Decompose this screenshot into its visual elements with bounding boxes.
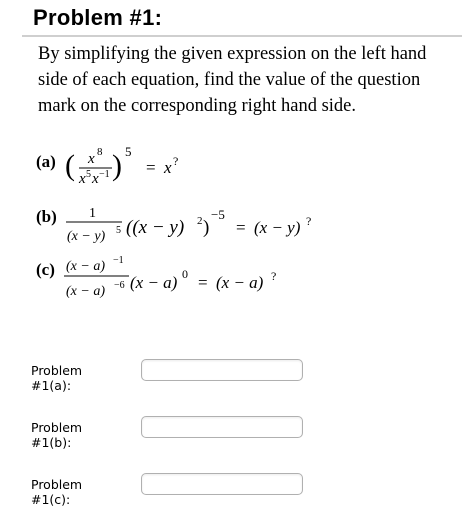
equation-c [36, 255, 276, 299]
numerator-a: x [88, 151, 95, 167]
denom-exp1-a: 5 [86, 169, 91, 180]
part-label-b: (b) [36, 207, 57, 226]
answer-input-b[interactable] [141, 416, 303, 438]
answer-input-a[interactable] [141, 359, 303, 381]
numerator-exp-a: 8 [97, 146, 103, 158]
middle-b: ((x − y) [126, 217, 185, 238]
denominator-exp-b: 5 [116, 225, 121, 236]
numerator-b: 1 [89, 206, 96, 221]
answer-label-a: Problem #1(a): [31, 363, 83, 393]
rhs-base-c: (x − a) [216, 273, 264, 292]
title-divider [22, 35, 462, 37]
equation-a [36, 144, 178, 187]
equals-a: = [146, 158, 156, 177]
answer-label-b: Problem #1(b): [31, 420, 83, 450]
problem-title: Problem #1: [33, 5, 163, 30]
middle-c: (x − a) [130, 273, 178, 292]
denom-exp2-a: −1 [99, 169, 110, 180]
middle-inner-exp-b: 2 [197, 215, 203, 227]
instruction-line: By simplifying the given expression on the left hand [38, 44, 427, 64]
numerator-exp-c: −1 [113, 255, 124, 266]
part-label-c: (c) [36, 260, 55, 279]
part-label-a: (a) [36, 152, 56, 171]
rhs-base-a: x [164, 158, 172, 177]
middle-exp-c: 0 [182, 267, 188, 281]
instruction-line: mark on the corresponding right hand side. [38, 96, 357, 116]
answer-input-c[interactable] [141, 473, 303, 495]
denom-base1-a: x [79, 171, 86, 187]
instruction-line: side of each equation, find the value of the question [38, 70, 421, 90]
rhs-exp-a: ? [173, 154, 179, 168]
denominator-exp-c: −6 [114, 280, 125, 291]
rhs-base-b: (x − y) [254, 218, 301, 237]
outer-exp-a: 5 [125, 144, 132, 159]
denom-base2-a: x [92, 171, 99, 187]
instructions [38, 41, 458, 119]
close-paren-a: ) [112, 149, 122, 182]
equals-b: = [236, 218, 246, 237]
outer-exp-b: −5 [211, 207, 225, 222]
answer-label-c: Problem #1(c): [31, 477, 83, 507]
equations-block [36, 142, 456, 307]
denominator-c: (x − a) [66, 284, 105, 299]
rhs-exp-c: ? [271, 269, 277, 283]
denominator-b: (x − y) [67, 229, 106, 244]
equation-b [36, 206, 311, 244]
numerator-c: (x − a) [66, 259, 105, 274]
middle-close-b: ) [203, 217, 210, 238]
equals-c: = [198, 273, 208, 292]
rhs-exp-b: ? [306, 214, 312, 228]
equations-svg [36, 142, 456, 307]
open-paren-a: ( [65, 149, 75, 182]
